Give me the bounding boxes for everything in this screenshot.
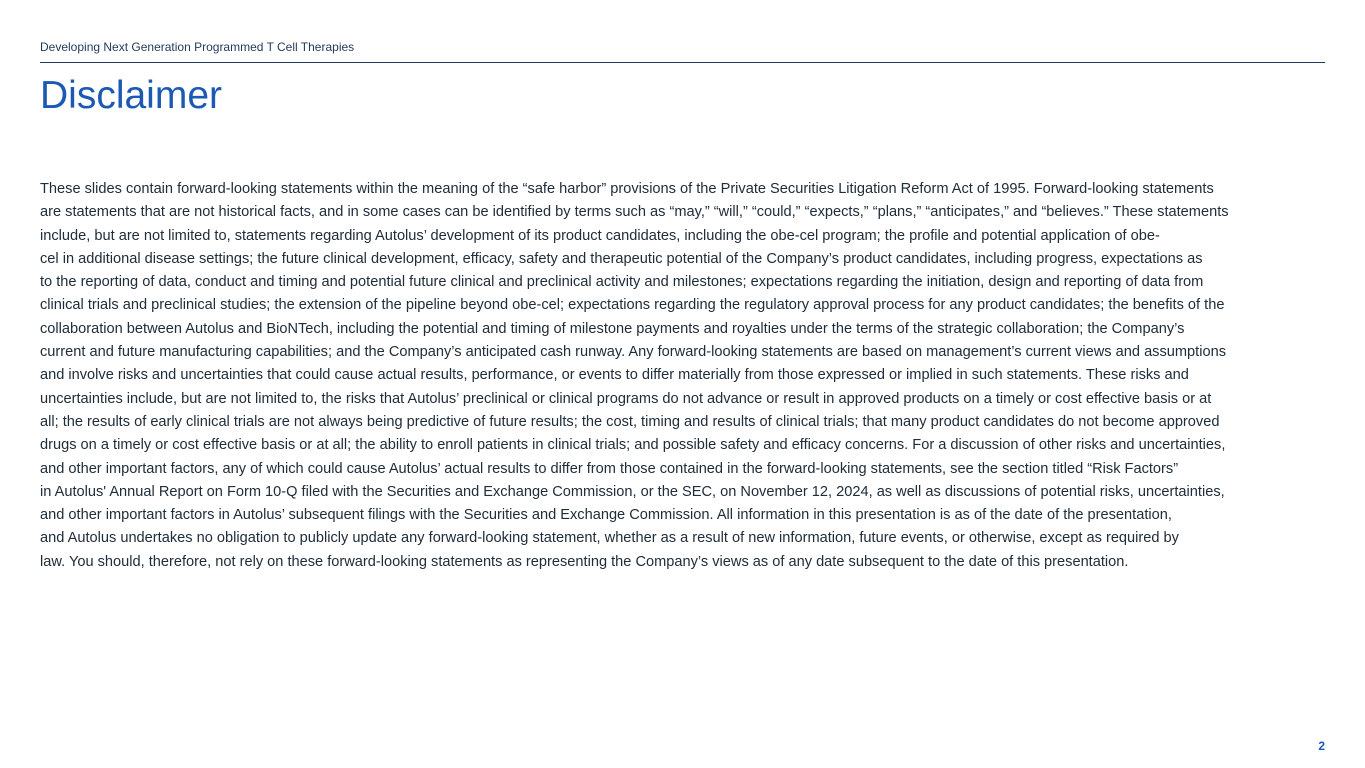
disclaimer-line: clinical trials and preclinical studies; the extension of the pipeline beyond obe-cel; expectations regarding the regulatory approval process for any product candidates; the benefits of the	[40, 297, 1225, 314]
disclaimer-line: and other important factors in Autolus’ subsequent filings with the Securities and Exchange Commission. All information in this presentation is as of the date of the presentation,	[40, 507, 1172, 524]
disclaimer-line: drugs on a timely or cost effective basis or at all; the ability to enroll patients in clinical trials; and possible safety and efficacy concerns. For a discussion of other risks and uncertainties,	[40, 437, 1226, 454]
disclaimer-line: and involve risks and uncertainties that could cause actual results, performance, or events to differ materially from those expressed or implied in such statements. These risks and	[40, 367, 1189, 384]
header-divider	[40, 62, 1325, 63]
slide-header-subtitle: Developing Next Generation Programmed T Cell Therapies	[40, 40, 355, 54]
disclaimer-line: cel in additional disease settings; the future clinical development, efficacy, safety and therapeutic potential of the Company’s product candidates, including progress, expectations as	[40, 250, 1203, 267]
disclaimer-line: to the reporting of data, conduct and timing and potential future clinical and preclinical activity and milestones; expectations regarding the initiation, design and reporting of data from	[40, 274, 1204, 291]
disclaimer-line: uncertainties include, but are not limited to, the risks that Autolus’ preclinical or clinical programs do not advance or result in approved products on a timely or cost effective basis or at	[40, 390, 1212, 407]
disclaimer-line: are statements that are not historical facts, and in some cases can be identified by terms such as “may,” “will,” “could,” “expects,” “plans,” “anticipates,” and “believes.” These statements	[40, 204, 1229, 221]
slide-title: Disclaimer	[40, 74, 223, 117]
disclaimer-body	[40, 178, 1325, 574]
disclaimer-line: current and future manufacturing capabilities; and the Company’s anticipated cash runway. Any forward-looking statements are based on management’s current views and assumptions	[40, 344, 1226, 361]
disclaimer-line: in Autolus' Annual Report on Form 10-Q filed with the Securities and Exchange Commission, or the SEC, on November 12, 2024, as well as discussions of potential risks, uncertainties,	[40, 483, 1225, 500]
disclaimer-line: collaboration between Autolus and BioNTech, including the potential and timing of milestone payments and royalties under the terms of the strategic collaboration; the Company’s	[40, 320, 1185, 337]
disclaimer-line: law. You should, therefore, not rely on these forward-looking statements as representing the Company’s views as of any date subsequent to the date of this presentation.	[40, 553, 1129, 570]
page-number: 2	[1318, 739, 1325, 753]
disclaimer-line: and other important factors, any of which could cause Autolus’ actual results to differ from those contained in the forward-looking statements, see the section titled “Risk Factors”	[40, 460, 1179, 477]
disclaimer-line: all; the results of early clinical trials are not always being predictive of future results; the cost, timing and results of clinical trials; that many product candidates do not become approved	[40, 413, 1220, 430]
disclaimer-line: and Autolus undertakes no obligation to publicly update any forward-looking statement, whether as a result of new information, future events, or otherwise, except as required by	[40, 530, 1179, 547]
disclaimer-line: These slides contain forward-looking statements within the meaning of the “safe harbor” provisions of the Private Securities Litigation Reform Act of 1995. Forward-looking statements	[40, 181, 1214, 197]
disclaimer-line: include, but are not limited to, statements regarding Autolus’ development of its product candidates, including the obe-cel program; the profile and potential application of obe-	[40, 227, 1160, 244]
